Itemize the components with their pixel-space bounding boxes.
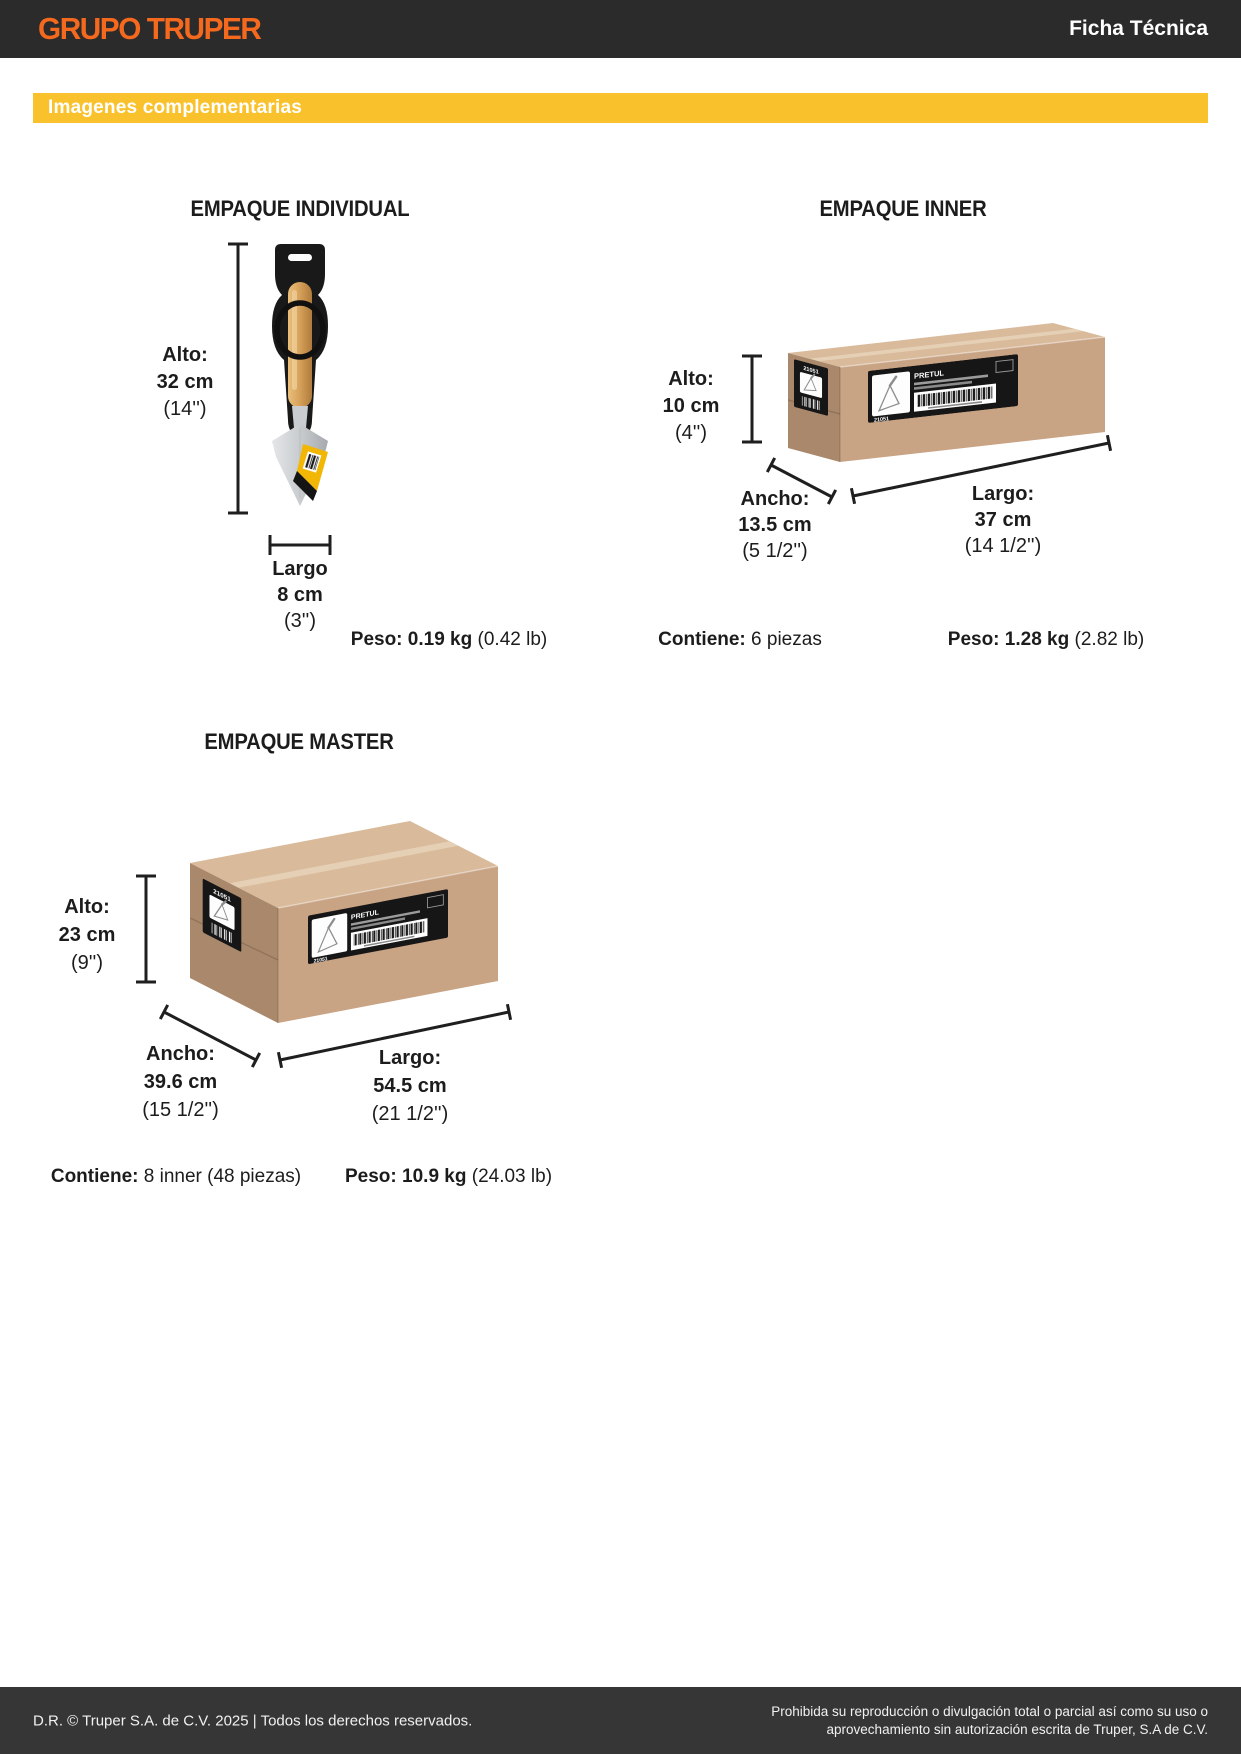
banner-title: Imagenes complementarias bbox=[48, 97, 303, 118]
inner-peso-row: Peso: 1.28 kg (2.82 lb) bbox=[947, 629, 1145, 650]
grupo-truper-logo: GRUPO TRUPER bbox=[38, 11, 261, 46]
inner-box-side-label bbox=[794, 359, 828, 416]
inner-alto-dimension-line bbox=[741, 352, 763, 446]
individual-alto-dimension-label: Alto: 32 cm (14'') bbox=[156, 344, 214, 420]
inner-section-title: EMPAQUE INNER bbox=[819, 196, 987, 221]
individual-section-title: EMPAQUE INDIVIDUAL bbox=[190, 196, 410, 221]
master-contiene-row: Contiene: 8 inner (48 piezas) bbox=[50, 1166, 302, 1187]
footer-legal-notice: Prohibida su reproducción o divulgación total o parcial así como su uso o aprovechamiento sin autorización escrita de Truper, S.A de C.V. bbox=[771, 1703, 1208, 1737]
master-largo-dimension-label: Largo: 54.5 cm (21 1/2'') bbox=[371, 1047, 449, 1125]
header-bar bbox=[0, 0, 1241, 58]
individual-largo-dimension-label: Largo 8 cm (3'') bbox=[272, 558, 328, 632]
master-alto-dimension-line bbox=[135, 872, 157, 986]
inner-ancho-dimension-label: Ancho: 13.5 cm (5 1/2'') bbox=[738, 488, 812, 562]
master-peso-row: Peso: 10.9 kg (24.03 lb) bbox=[345, 1166, 553, 1187]
individual-peso-row: Peso: 0.19 kg (0.42 lb) bbox=[350, 629, 548, 650]
document-type-title: Ficha Técnica bbox=[1069, 17, 1208, 40]
trowel-product-image bbox=[242, 238, 358, 512]
footer-copyright: D.R. © Truper S.A. de C.V. 2025 | Todos los derechos reservados. bbox=[33, 1712, 473, 1729]
master-section-title: EMPAQUE MASTER bbox=[204, 729, 394, 754]
footer-bar bbox=[0, 1687, 1241, 1754]
master-ancho-dimension-label: Ancho: 39.6 cm (15 1/2'') bbox=[142, 1043, 219, 1121]
master-alto-dimension-label: Alto: 23 cm (9'') bbox=[58, 896, 116, 974]
individual-largo-dimension-line bbox=[266, 534, 334, 556]
inner-alto-dimension-label: Alto: 10 cm (4'') bbox=[662, 368, 720, 444]
inner-largo-dimension-label: Largo: 37 cm (14 1/2'') bbox=[964, 483, 1042, 557]
individual-alto-dimension-line bbox=[227, 240, 249, 517]
hang-hole bbox=[288, 254, 312, 261]
section-banner bbox=[33, 93, 1208, 123]
inner-contiene-row: Contiene: 6 piezas bbox=[658, 629, 822, 650]
master-box-image bbox=[178, 788, 508, 1038]
